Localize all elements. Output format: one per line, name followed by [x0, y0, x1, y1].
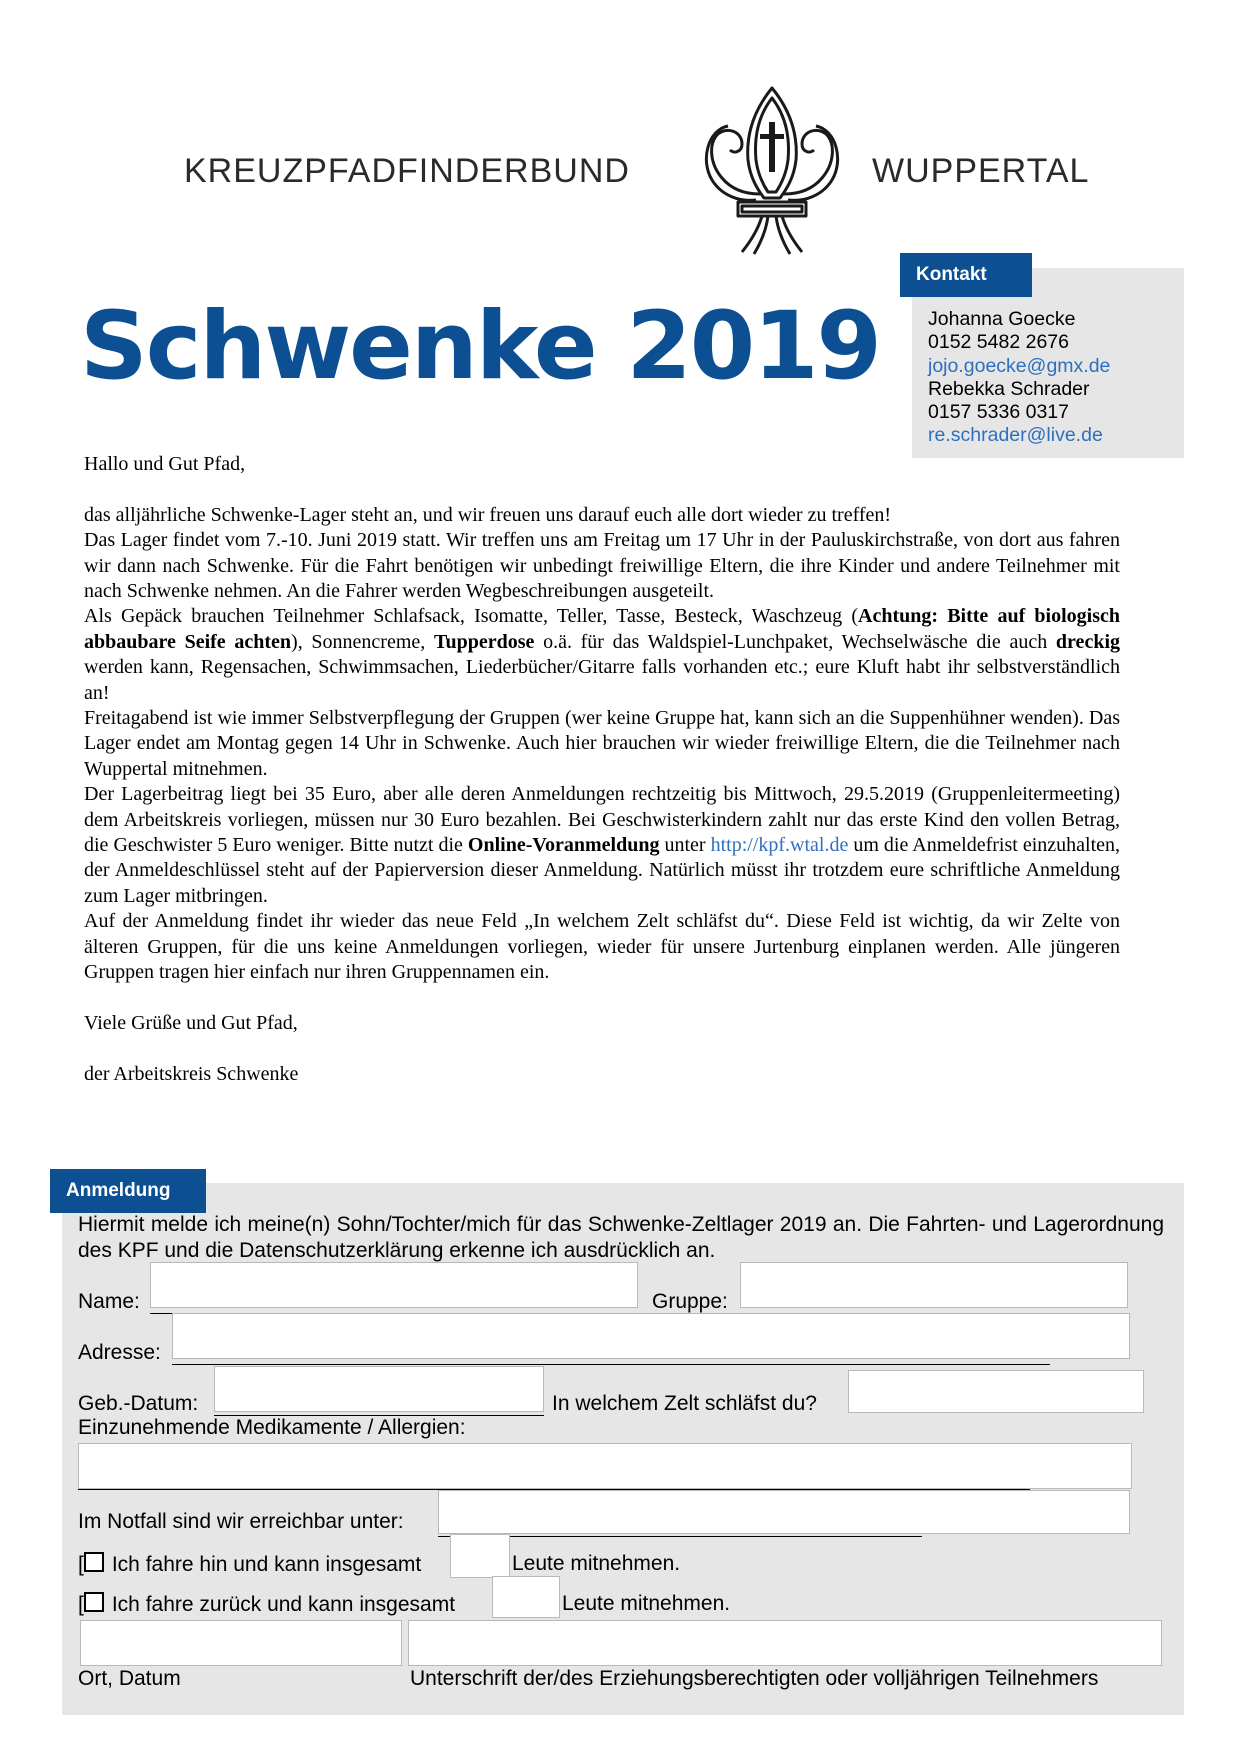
contact-name-1: Johanna Goecke: [928, 308, 1076, 330]
contact-phone-1: 0152 5482 2676: [928, 331, 1069, 354]
letter-paragraph: Auf der Anmeldung findet ihr wieder das neue Feld „In welchem Zelt schläfst du“. Diese Feld ist wichtig, da wir Zelte von älteren Gruppen, für die uns keine Anmeldungen vorliegen, wieder für unsere Jurtenburg einplanen werden. Alle jüngeren Gruppen tragen hier einfach nur ihren Gruppennamen ein.: [84, 910, 1120, 984]
registration-tab-label: Anmeldung: [50, 1169, 206, 1213]
address-field[interactable]: [172, 1313, 1130, 1359]
bold-text-run: dreckig: [1055, 630, 1120, 653]
bold-text-run: Achtung: Bitte auf biologisch abbaubare Seife achten: [84, 605, 1120, 653]
signature-label: Unterschrift der/des Erziehungsberechtigten oder volljährigen Teilnehmers: [410, 1667, 1099, 1690]
fleur-de-lis-cross-icon: [702, 82, 842, 258]
brand-name-right: WUPPERTAL: [872, 152, 1090, 190]
place-date-field[interactable]: [80, 1620, 402, 1666]
text-run: unter: [659, 834, 711, 857]
contact-email-2[interactable]: re.schrader@live.de: [928, 424, 1103, 447]
drive-there-count-field[interactable]: [450, 1534, 510, 1578]
place-date-label: Ort, Datum: [78, 1667, 181, 1690]
emergency-label: Im Notfall sind wir erreichbar unter:: [78, 1510, 404, 1533]
bold-text-run: Online-Voranmeldung: [467, 834, 660, 857]
tent-label: In welchem Zelt schläfst du?: [552, 1392, 817, 1415]
address-label: Adresse:: [78, 1341, 161, 1364]
contact-phone-2: 0157 5336 0317: [928, 401, 1069, 424]
text-run: o.ä. für das Waldspiel-Lunchpaket, Wechselwäsche die auch: [534, 630, 1056, 653]
letter-paragraph: Freitagabend ist wie immer Selbstverpflegung der Gruppen (wer keine Gruppe hat, kann sich an die Suppenhühner wenden). Das Lager endet am Montag gegen 14 Uhr in Schwenke. Auch hier brauchen wir wieder freiwillige Eltern, die die Teilnehmer nach Wuppertal mitnehmen.: [84, 707, 1120, 780]
drive-back-label: Ich fahre zurück und kann insgesamt: [111, 1593, 456, 1616]
drive-there-label: Ich fahre hin und kann insgesamt: [111, 1553, 422, 1576]
drive-back-count-field[interactable]: [492, 1576, 560, 1618]
group-label: Gruppe:: [652, 1290, 728, 1313]
contact-details: [928, 308, 1110, 448]
address-underline: [172, 1364, 1050, 1365]
page-title: Schwenke 2019: [80, 292, 880, 401]
medication-label: Einzunehmende Medikamente / Allergien:: [78, 1416, 466, 1439]
letter-paragraph-fees: [84, 782, 1120, 909]
name-field[interactable]: [150, 1262, 638, 1308]
drive-there-row: [ Ich fahre hin und kann insgesamt: [78, 1553, 422, 1576]
bold-text-run: Tupperdose: [433, 630, 535, 653]
birthdate-label: Geb.-Datum:: [78, 1392, 199, 1415]
drive-back-suffix: Leute mitnehmen.: [562, 1592, 731, 1615]
registration-intro: Hiermit melde ich meine(n) Sohn/Tochter/mich für das Schwenke-Zeltlager 2019 an. Die Fahrten- und Lagerordnung des KPF und die Datenschutzerklärung erkenne ich ausdrücklich an.: [78, 1213, 1164, 1262]
drive-back-checkbox[interactable]: [84, 1592, 104, 1612]
text-run: ), Sonnencreme,: [291, 630, 434, 653]
drive-back-row: [ Ich fahre zurück und kann insgesamt: [78, 1593, 456, 1616]
contact-tab-label: Kontakt: [900, 253, 1032, 297]
signature-field[interactable]: [408, 1620, 1162, 1666]
letter-paragraph: Das Lager findet vom 7.-10. Juni 2019 statt. Wir treffen uns am Freitag um 17 Uhr in der Pauluskirchstraße, von dort aus fahren wir dann nach Schwenke. Für die Fahrt benötigen wir unbedingt freiwillige Eltern, die ihre Kinder und andere Teilnehmer mit nach Schwenke nehmen. An die Fahrer werden Wegbeschreibungen ausgeteilt.: [84, 529, 1120, 603]
group-field[interactable]: [740, 1262, 1128, 1308]
name-label: Name:: [78, 1290, 140, 1313]
birthdate-field[interactable]: [214, 1366, 544, 1412]
letter-body: [84, 452, 1120, 1087]
letter-paragraph: das alljährliche Schwenke-Lager steht an, und wir freuen uns darauf euch alle dort wieder zu treffen!: [84, 503, 892, 526]
text-run: werden kann, Regensachen, Schwimmsachen, Liederbücher/Gitarre falls vorhanden etc.; eure Kluft habt ihr selbstverständlich an!: [84, 656, 1120, 704]
text-run: Der Lagerbeitrag liegt bei 35 Euro, aber alle deren Anmeldungen rechtzeitig bis Mittwoch, 29.5.2019 (Gruppenleitermeeting) dem Arbeitskreis vorliegen, müssen nur 30 Euro bezahlen. Bei Geschwisterkindern zahlt nur das erste Kind den vollen Betrag, die Geschwister 5 Euro weniger. Bitte nutzt die: [84, 783, 1120, 857]
letter-closing: Viele Grüße und Gut Pfad,: [84, 1011, 298, 1034]
brand-name-left: KREUZPFADFINDERBUND: [184, 152, 630, 190]
drive-there-checkbox[interactable]: [84, 1552, 104, 1572]
medication-field[interactable]: [78, 1443, 1132, 1489]
text-run: Als Gepäck brauchen Teilnehmer Schlafsack, Isomatte, Teller, Tasse, Besteck, Waschzeug (: [84, 605, 858, 628]
letter-paragraph-packing: [84, 604, 1120, 706]
contact-email-1[interactable]: jojo.goecke@gmx.de: [928, 354, 1111, 377]
tent-field[interactable]: [848, 1370, 1144, 1413]
registration-link[interactable]: http://kpf.wtal.de: [710, 834, 849, 857]
drive-there-suffix: Leute mitnehmen.: [512, 1552, 681, 1575]
letter-greeting: Hallo und Gut Pfad,: [84, 453, 246, 475]
contact-name-2: Rebekka Schrader: [928, 377, 1090, 400]
letter-signature: der Arbeitskreis Schwenke: [84, 1062, 299, 1085]
text-run: um die Anmeldefrist einzuhalten, der Anmeldeschlüssel steht auf der Papierversion dieser Anmeldung. Natürlich müsst ihr trotzdem eure schriftliche Anmeldung zum Lager mitbringen.: [84, 834, 1120, 907]
emergency-field[interactable]: [438, 1490, 1130, 1534]
emergency-underline: [438, 1536, 922, 1537]
